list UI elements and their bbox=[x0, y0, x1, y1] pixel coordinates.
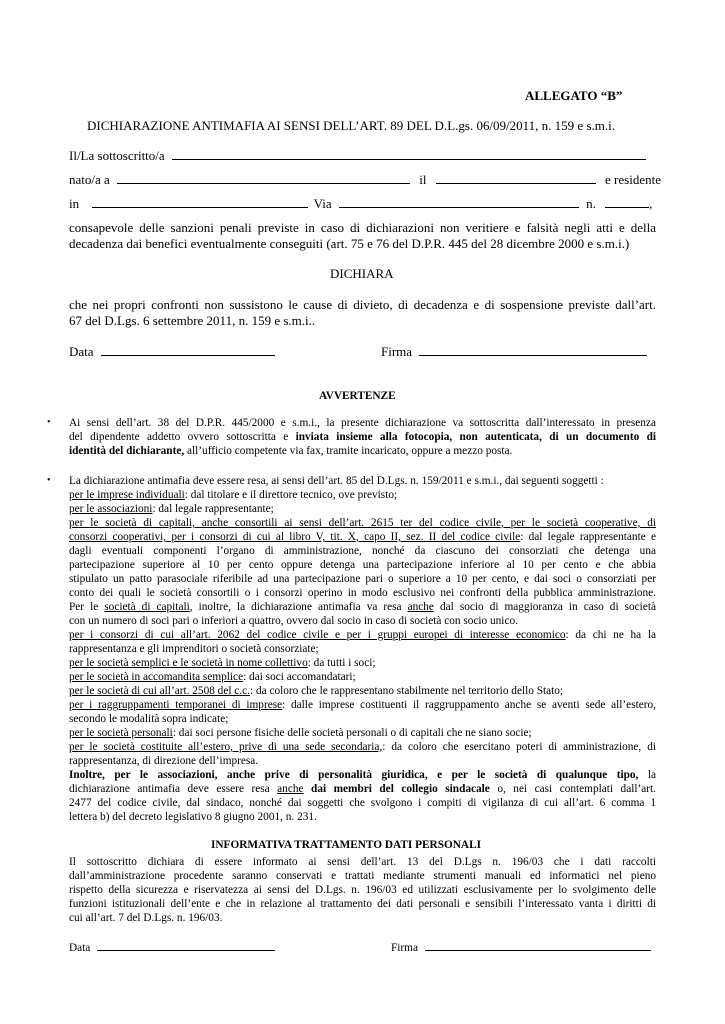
firma-label: Firma bbox=[381, 344, 413, 359]
il-label: il bbox=[419, 172, 427, 187]
via-label: Via bbox=[313, 196, 332, 211]
sottoscritto-field[interactable] bbox=[172, 148, 646, 160]
bullet-icon: • bbox=[47, 417, 51, 428]
street-field[interactable] bbox=[339, 196, 579, 208]
av2-row: rappresentanza, di direzione dell’impresa. bbox=[69, 755, 259, 767]
informativa-heading: INFORMATIVA TRATTAMENTO DATI PERSONALI bbox=[211, 839, 482, 851]
firma-row-1 bbox=[381, 344, 647, 360]
dichiara-line-2: 67 del D.Lgs. 6 settembre 2011, n. 159 e s.m.i.. bbox=[69, 313, 316, 328]
av2-row: per le società di cui all’art. 2508 del c.c.: da coloro che le rappresentano stabilmente nel territorio dello Stato; bbox=[69, 685, 564, 697]
av2-row: Inoltre, per le associazioni, anche prive di personalità giuridica, e per le società di qualunque tipo, la bbox=[69, 769, 656, 781]
av2-row: per le imprese individuali: dal titolare e il direttore tecnico, ove previsto; bbox=[69, 489, 398, 501]
informativa-line: dall’amministrazione procedente saranno conservati e trattati mediante strumenti manuali ed informatici nel pieno bbox=[69, 870, 656, 882]
av2-row: partecipazione superiore al 10 per cento oppure detenga una partecipazione inferiore al 10 per cento e che abbia bbox=[69, 559, 656, 571]
av2-row: lettera b) del decreto legislativo 8 giugno 2001, n. 231. bbox=[69, 811, 317, 823]
av1-line-1: Ai sensi dell’art. 38 del D.P.R. 445/2000 e s.m.i., la presente dichiarazione va sottoscritta dall’interessato in presenza bbox=[69, 417, 656, 429]
dichiara-line-1: che nei propri confronti non sussistono le cause di divieto, di decadenza e di sospensione previste dall’art. bbox=[69, 297, 656, 312]
av2-row: per i raggruppamenti temporanei di imprese: dalle imprese costituenti il raggruppamento anche se aventi sede all’estero, bbox=[69, 699, 656, 711]
document-title: DICHIARAZIONE ANTIMAFIA AI SENSI DELL’ART. 89 DEL D.L.gs. 06/09/2011, n. 159 e s.m.i. bbox=[87, 118, 615, 133]
informativa-line: Il sottoscritto dichiara di essere informato ai sensi dell’art. 13 del D.Lgs n. 196/03 che i dati raccolti bbox=[69, 856, 656, 868]
birthplace-field[interactable] bbox=[117, 172, 410, 184]
bullet-icon: • bbox=[47, 475, 51, 486]
city-field[interactable] bbox=[92, 196, 308, 208]
av2-row: Per le società di capitali, inoltre, la dichiarazione antimafia va resa anche dal socio di maggioranza in caso di società bbox=[69, 601, 656, 613]
av2-row: dichiarazione antimafia deve essere resa anche dai membri del collegio sindacale o, nei casi contemplati dall’art. bbox=[69, 783, 656, 795]
av2-row: per le società personali: dai soci persone fisiche delle società personali o di capitali che ne siano socie; bbox=[69, 727, 532, 739]
date-field-2[interactable] bbox=[97, 940, 275, 951]
av2-row: dagli eventuali componenti l’organo di amministrazione, nonché da ciascuno dei consorziati che detenga una bbox=[69, 545, 656, 557]
date-field[interactable] bbox=[101, 344, 275, 356]
date-label-2: Data bbox=[69, 942, 91, 954]
av2-row: per le società semplici e le società in nome collettivo: da tutti i soci; bbox=[69, 657, 376, 669]
av2-intro: La dichiarazione antimafia deve essere resa, ai sensi dell’art. 85 del D.Lgs. n. 159/2011 e s.m.i., dai seguenti soggetti : bbox=[69, 475, 604, 487]
street-number-field[interactable] bbox=[605, 196, 649, 208]
av2-row: 2477 del codice civile, dal sindaco, nonché dai soggetti che svolgono i compiti di vigilanza di cui all’art. 6 comma 1 bbox=[69, 797, 656, 809]
dichiara-heading: DICHIARA bbox=[330, 266, 394, 281]
avvertenza-1 bbox=[69, 416, 656, 458]
residente-label: e residente bbox=[605, 172, 661, 187]
nato-label: nato/a a bbox=[69, 172, 110, 187]
av2-row: per le società costituite all’estero, prive di una sede secondaria,: da coloro che esercitano poteri di amministrazione, di bbox=[69, 741, 656, 753]
sottoscritto-row bbox=[69, 148, 646, 164]
signature-row-2 bbox=[69, 940, 275, 955]
number-label: n. bbox=[586, 196, 596, 211]
informativa-line: cui all’art. 7 del D.Lgs. n. 196/03. bbox=[69, 912, 223, 924]
nato-row bbox=[69, 172, 661, 188]
birthdate-field[interactable] bbox=[436, 172, 596, 184]
signature-field-2[interactable] bbox=[425, 940, 651, 951]
consapevole-line-2: decadenza dai benefici eventualmente conseguiti (art. 75 e 76 del D.P.R. 445 del 28 dicembre 2000 e s.m.i.) bbox=[69, 236, 630, 251]
informativa-line: funzioni istituzionali dell’ente e che in relazione al trattamento dei dati personali e sensibili l’interessato vanta i diritti di bbox=[69, 898, 656, 910]
residence-row bbox=[69, 196, 652, 212]
av1-line-2: del dipendente addetto ovvero sottoscritta e inviata insieme alla fotocopia, non autenticata, di un documento di bbox=[69, 431, 656, 443]
av2-row: stipulato un patto parasociale riferibile ad una partecipazione pari o superiore a 10 per cento, e dai soci o consorziati per bbox=[69, 573, 656, 585]
avvertenza-2 bbox=[69, 474, 656, 824]
av2-row: per le associazioni: dal legale rappresentante; bbox=[69, 503, 274, 515]
av2-row: con un numero di soci pari o inferiori a quattro, ovvero dal socio in caso di società con socio unico. bbox=[69, 615, 518, 627]
date-label: Data bbox=[69, 344, 94, 359]
number-suffix: , bbox=[649, 196, 653, 211]
firma-row-2 bbox=[391, 940, 651, 955]
avvertenze-heading: AVVERTENZE bbox=[319, 390, 396, 402]
av2-row: rappresentanza e gli imprenditori o società consorziate; bbox=[69, 643, 319, 655]
av2-row: secondo le modalità sopra indicate; bbox=[69, 713, 229, 725]
signature-row-1 bbox=[69, 344, 275, 360]
informativa-line: rispetto della sicurezza e riservatezza ai sensi del D.Lgs. n. 196/03 ed utilizzati esclusivamente per lo svolgimento delle bbox=[69, 884, 656, 896]
annex-label: ALLEGATO “B” bbox=[525, 88, 623, 103]
av2-row: per le società in accomandita semplice: dai soci accomandatari; bbox=[69, 671, 356, 683]
av2-row: per i consorzi di cui all’art. 2062 del codice civile e per i gruppi europei di interesse economico: da chi ne ha la bbox=[69, 629, 657, 641]
consapevole-line-1: consapevole delle sanzioni penali previste in caso di dichiarazioni non veritiere e falsità negli atti e della bbox=[69, 220, 656, 235]
av2-row: per le società di capitali, anche consortili ai sensi dell’art. 2615 ter del codice civile, per le società cooperative, di bbox=[69, 517, 656, 529]
av2-row: conto dei quali le società consortili o i consorzi operino in modo esclusivo nei confronti della pubblica amministrazione. bbox=[69, 587, 656, 599]
in-label: in bbox=[69, 196, 80, 211]
sottoscritto-label: Il/La sottoscritto/a bbox=[69, 148, 165, 163]
av1-line-3: identità del dichiarante, all’ufficio competente via fax, tramite incaricato, oppure a mezzo posta. bbox=[69, 445, 513, 457]
signature-field[interactable] bbox=[419, 344, 647, 356]
informativa-text bbox=[69, 855, 656, 925]
av2-row: consorzi cooperativi, per i consorzi di cui al libro V, tit. X, capo II, sez. II del codice civile: dal legale rappresentante e bbox=[69, 531, 656, 543]
firma-label-2: Firma bbox=[391, 942, 418, 954]
